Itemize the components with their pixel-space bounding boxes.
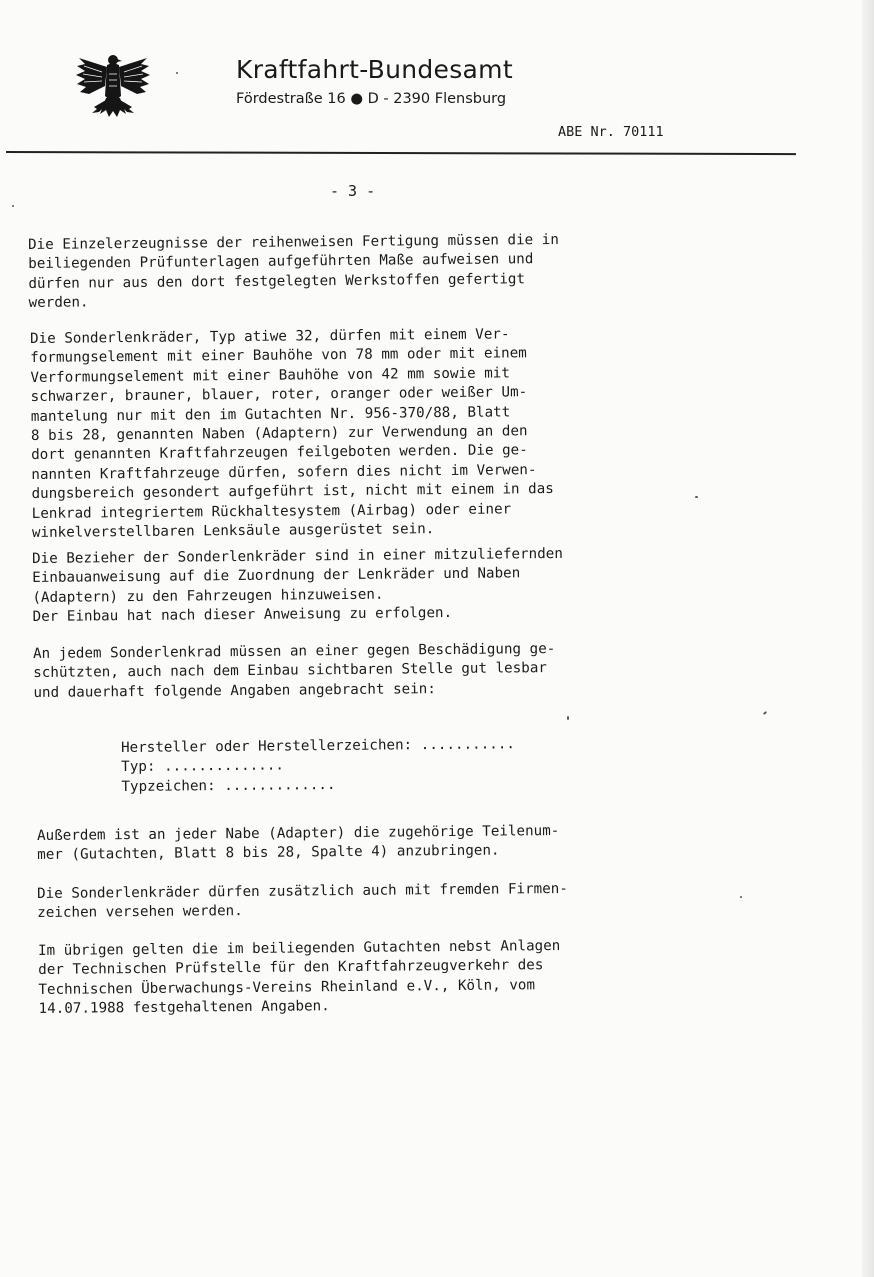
scan-speck bbox=[12, 205, 14, 207]
scan-speck bbox=[695, 496, 698, 498]
page-edge-shadow bbox=[862, 0, 874, 1277]
paragraph-expert-report: Im übrigen gelten die im beiliegenden Gutachten nebst Anlagen der Technischen Prüfstelle für den Kraftfahrzeugverkehr des Technischen Überwachungs-Vereins Rheinland e.V., Köln, vom 14.07.1988 festgehaltenen Angaben. bbox=[38, 937, 561, 1018]
page-number: - 3 - bbox=[330, 182, 376, 200]
scan-speck bbox=[176, 72, 178, 74]
header-rule bbox=[6, 151, 796, 155]
paragraph-installation-instructions: Die Bezieher der Sonderlenkräder sind in einer mitzuliefernden Einbauanweisung auf die Zuordnung der Lenkräder und Naben (Adaptern) zu den Fahrzeugen hinzuweisen. Der Einbau hat nach dieser Anweisung zu erfolgen. bbox=[32, 545, 563, 626]
paragraph-steering-wheels: Die Sonderlenkräder, Typ atiwe 32, dürfen mit einem Ver- formungselement mit einer Bauhöhe von 78 mm oder mit einem Verformungselement mit einer Bauhöhe von 42 mm sowie mit schwarzer, brauner, blauer, roter, oranger oder weißer Um- mantelung nur mit den im Gutachten Nr. 956-370/88, Blatt 8 bis 28, genannten Naben (Adaptern) zur Verwendung an den dort genannten Kraftfahrzeugen feilgeboten werden. Die ge- nannten Kraftfahrzeuge dürfen, sofern dies nicht im Verwen- dungsbereich gesondert aufgeführt ist, nicht mit einem in das Lenkrad integriertem Rückhaltesystem (Airbag) oder einer winkelverstellbaren Lenksäule ausgerüstet sein. bbox=[30, 326, 554, 542]
paragraph-third-party-marks: Die Sonderlenkräder dürfen zusätzlich auch mit fremden Firmen- zeichen versehen werden. bbox=[37, 880, 568, 922]
federal-eagle-icon bbox=[74, 50, 152, 128]
paragraph-dimensions: Die Einzelerzeugnisse der reihenweisen Fertigung müssen die in beiliegenden Prüfunterlagen aufgeführten Maße aufweisen und dürfen nur aus den dort festgelegten Werkstoffen gefertigt werden. bbox=[28, 231, 559, 312]
scan-speck bbox=[763, 711, 767, 715]
scan-speck bbox=[567, 716, 569, 720]
org-address: Fördestraße 16 ● D - 2390 Flensburg bbox=[236, 91, 507, 107]
org-name: Kraftfahrt-Bundesamt bbox=[236, 55, 513, 84]
abe-number: ABE Nr. 70111 bbox=[558, 124, 664, 140]
paragraph-marking: An jedem Sonderlenkrad müssen an einer gegen Beschädigung ge- schützten, auch nach dem Einbau sichtbaren Stelle gut lesbar und dauerhaft folgende Angaben angebracht sein: bbox=[33, 640, 556, 701]
marking-fields: Hersteller oder Herstellerzeichen: ........... Typ: .............. Typzeichen: ............. bbox=[121, 736, 515, 795]
scan-speck bbox=[740, 896, 742, 898]
paragraph-hub-part-number: Außerdem ist an jeder Nabe (Adapter) die zugehörige Teilenum- mer (Gutachten, Blatt 8 bis 28, Spalte 4) anzubringen. bbox=[37, 822, 560, 864]
